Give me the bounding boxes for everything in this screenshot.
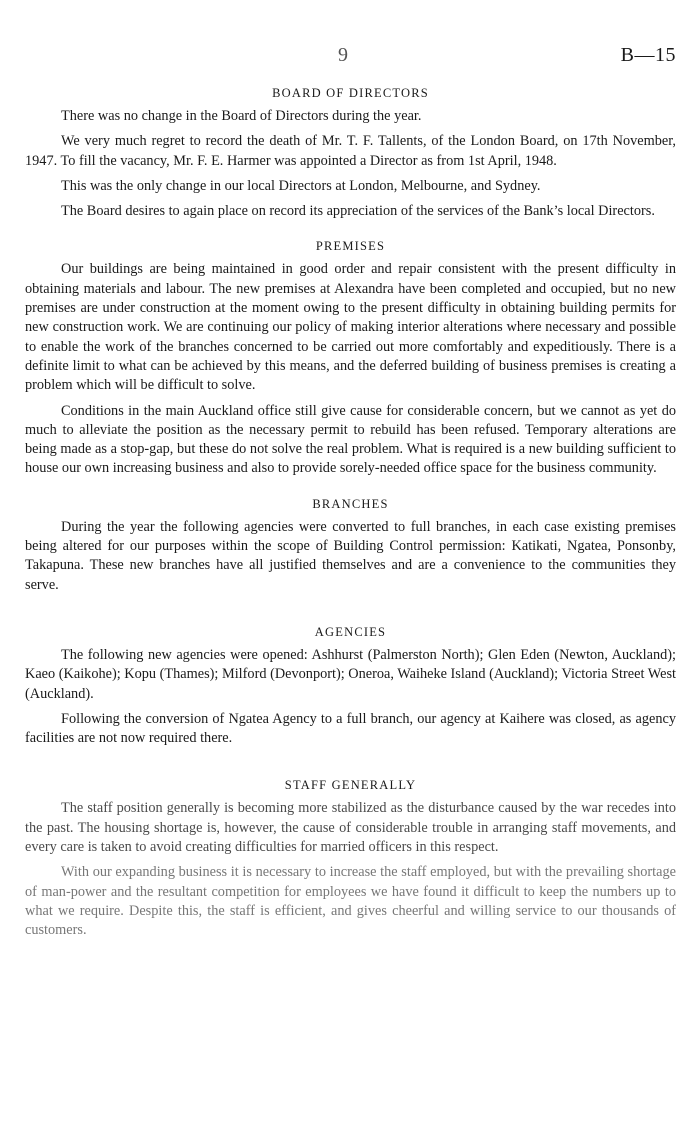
section-agencies <box>25 625 676 748</box>
paragraph: The staff position generally is becoming more stabilized as the disturbance caused by the war recedes into the past. The housing shortage is, however, the cause of considerable trouble in arranging staff movements, and every care is taken to avoid creating difficulties for married officers in this respect. <box>25 800 676 856</box>
paragraph: The following new agencies were opened: Ashhurst (Palmerston North); Glen Eden (Newton, Auckland); Kaeo (Kaikohe); Kopu (Thames); Milford (Devonport); Oneroa, Waiheke Island (Auckland); Victoria Street West (Auckland). <box>25 646 676 702</box>
section-premises <box>25 239 676 478</box>
paragraph: There was no change in the Board of Directors during the year. <box>61 108 422 124</box>
section-board-of-directors <box>25 86 676 221</box>
paragraph: During the year the following agencies were converted to full branches, in each case existing premises being altered for our purposes within the scope of Building Control permission: Katikati, Ngatea, Ponsonby, Takapuna. These new branches have all justified themselves and are a convenience to the communities they serve. <box>25 518 676 593</box>
page-number: 9 <box>338 44 348 66</box>
paragraph: We very much regret to record the death of Mr. T. F. Tallents, of the London Board, on 17th November, 1947. To fill the vacancy, Mr. F. E. Harmer was appointed a Director as from 1st April, 1948. <box>25 133 676 169</box>
section-branches <box>25 497 676 595</box>
paragraph: Following the conversion of Ngatea Agency to a full branch, our agency at Kaihere was closed, as agency facilities are not now required there. <box>25 710 676 747</box>
document-reference: B—15 <box>620 44 676 66</box>
section-staff-generally <box>25 778 676 940</box>
section-heading: BOARD OF DIRECTORS <box>272 86 429 100</box>
paragraph: With our expanding business it is necessary to increase the staff employed, but with the prevailing shortage of man-power and the resultant competition for employees we have found it difficult to keep the numbers up to what we require. Despite this, the staff is efficient, and gives cheerful and willing service to our thousands of customers. <box>25 864 676 939</box>
paragraph: The Board desires to again place on record its appreciation of the services of the Bank’s local Directors. <box>61 203 655 220</box>
paragraph: This was the only change in our local Directors at London, Melbourne, and Sydney. <box>61 177 541 194</box>
section-heading: BRANCHES <box>312 496 389 511</box>
section-heading: PREMISES <box>315 239 386 254</box>
section-heading: AGENCIES <box>314 624 387 639</box>
page-header <box>0 44 700 68</box>
paragraph: Conditions in the main Auckland office still give cause for considerable concern, but we cannot as yet do much to alleviate the position as the necessary permit to rebuild has been refused. Temporary alterations are being made as a stop-gap, but these do not solve the real problem. What is required is a new building sufficient to house our own increasing business and also to provide sorely-needed office space for the business community. <box>25 402 676 477</box>
paragraph: Our buildings are being maintained in good order and repair consistent with the present difficulty in obtaining materials and labour. The new premises at Alexandra have been completed and occupied, but no new premises are under construction at the moment owing to the present difficulty in obtaining building permits for new construction work. We are continuing our policy of making interior alterations where necessary and possible to enable the work of the branches concerned to be carried out more comfortably and expeditiously. There is a definite limit to what can be achieved by this means, and the deferred building of business premises is creating a problem which will be difficult to solve. <box>25 261 676 394</box>
page-body <box>25 86 676 959</box>
section-heading: STAFF GENERALLY <box>284 778 417 793</box>
